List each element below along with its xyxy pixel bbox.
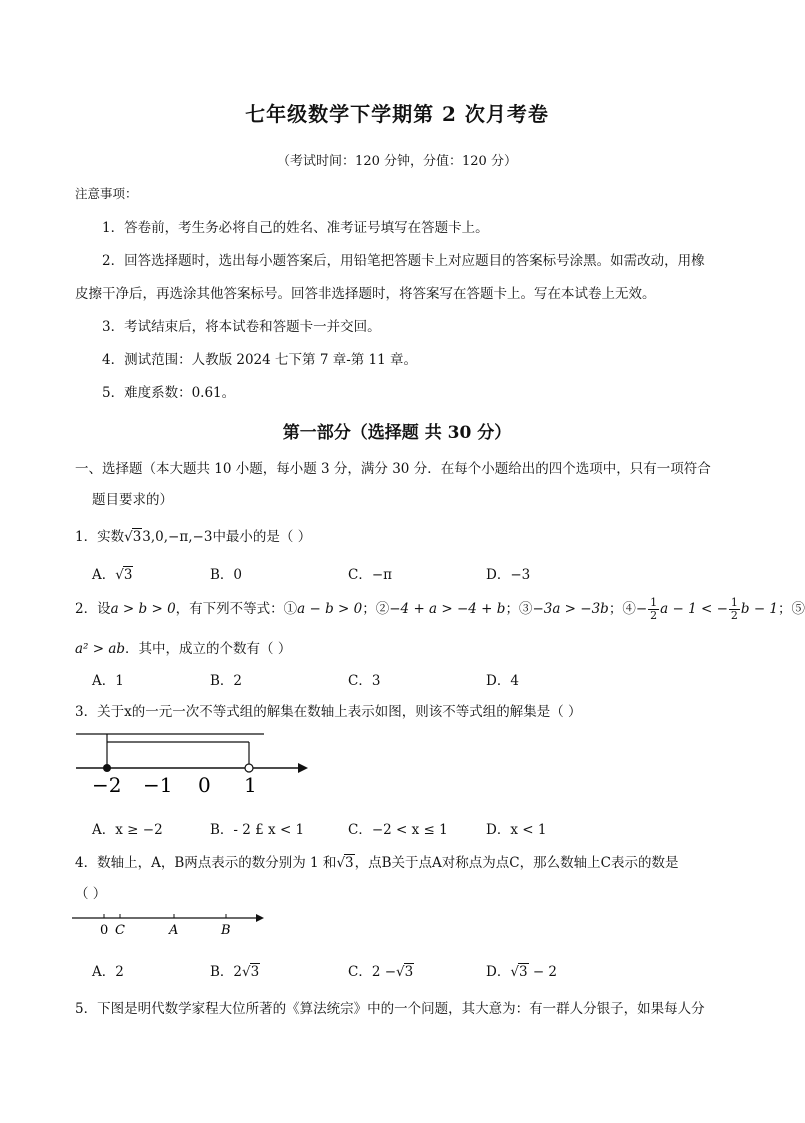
q1-option-d[interactable]: D．−3 [486, 567, 531, 583]
q4-option-c-label: C．2 − [348, 964, 397, 980]
q4-radicand: 3 [345, 855, 354, 871]
q2-inequality-3: −3a > −3b [532, 601, 609, 617]
sqrt-symbol: √3 [336, 855, 354, 871]
section-instruction-cont: 题目要求的） [92, 492, 173, 508]
q4-option-c[interactable] [348, 960, 414, 980]
sqrt-symbol: √3 [396, 964, 414, 980]
q2-inequality-2: −4 + a > −4 + b [389, 601, 506, 617]
q2-text: ；④ [608, 601, 636, 617]
note-item-5: 5．难度系数：0.61。 [102, 385, 236, 401]
axis-label-a: A [169, 923, 179, 938]
q4-option-d-radicand: 3 [518, 964, 528, 980]
q2-inequality-1: a − b > 0 [297, 601, 363, 617]
q2-option-c[interactable]: C．3 [348, 673, 381, 689]
q1-prefix: 1．实数 [75, 529, 125, 545]
q1-option-a[interactable] [92, 563, 133, 583]
q1-option-b[interactable]: B．0 [210, 567, 243, 583]
q2-text: ；⑤ [778, 601, 805, 617]
q1-option-c[interactable]: C．−π [348, 567, 393, 583]
q3-option-d[interactable]: D．x < 1 [486, 822, 547, 838]
question-4-stem-cont: （ ） [75, 886, 107, 902]
arrow-head-icon [298, 763, 308, 773]
q2-condition: a > b > 0 [110, 601, 176, 617]
q4-number-line-figure [70, 906, 270, 940]
question-1-stem [75, 525, 311, 545]
fraction-numerator: 1 [650, 596, 658, 609]
q2-option-b[interactable]: B．2 [210, 673, 243, 689]
q2-option-a[interactable]: A．1 [92, 673, 124, 689]
note-item-3: 3．考试结束后，将本试卷和答题卡一并交回。 [102, 319, 381, 335]
q4-option-a[interactable]: A．2 [92, 964, 124, 980]
q1-option-a-radicand: 3 [123, 567, 133, 583]
axis-label-0: 0 [100, 923, 109, 938]
axis-label-neg2: −2 [92, 773, 122, 797]
q2-text: ．其中，成立的个数有（ ） [125, 641, 292, 657]
fraction-denominator: 2 [730, 609, 738, 622]
q3-number-line-figure [70, 728, 310, 800]
note-item-2-cont: 皮擦干净后，再选涂其他答案标号。回答非选择题时，将答案写在答题卡上。写在本试卷上无效。 [75, 286, 656, 302]
exam-title: 七年级数学下学期第 2 次月考卷 [245, 102, 549, 126]
note-item-1: 1．答卷前，考生务必将自己的姓名、准考证号填写在答题卡上。 [102, 220, 489, 236]
closed-point-icon [103, 764, 111, 772]
q4-option-b[interactable] [210, 960, 260, 980]
sqrt-symbol: √3 [124, 529, 142, 545]
q1-suffix: 中最小的是（ ） [212, 529, 312, 545]
q2-inequality-5: a² > ab [75, 641, 126, 657]
q4-option-d-label: D． [486, 964, 511, 980]
fraction-denominator: 2 [650, 609, 658, 622]
q2-inequality-4-end: b − 1 [740, 601, 779, 617]
arrow-head-icon [256, 914, 264, 922]
question-2-stem [75, 597, 805, 622]
q3-option-a[interactable]: A．x ≥ −2 [92, 822, 163, 838]
q4-option-b-label: B．2 [210, 964, 243, 980]
axis-label-b: B [221, 923, 231, 938]
question-3-stem: 3．关于x的一元一次不等式组的解集在数轴上表示如图，则该不等式组的解集是（ ） [75, 704, 582, 720]
sqrt-symbol: √3 [115, 567, 133, 583]
q4-text: ，点B关于点A对称点为点C，那么数轴上C表示的数是 [354, 855, 679, 871]
q2-text: ；③ [505, 601, 533, 617]
q3-option-c[interactable]: C．−2 < x ≤ 1 [348, 822, 448, 838]
q4-option-b-radicand: 3 [250, 964, 260, 980]
question-5-stem: 5．下图是明代数学家程大位所著的《算法统宗》中的一个问题，其大意为：有一群人分银子，如果每人分 [75, 1001, 705, 1017]
q4-text: 4．数轴上，A，B两点表示的数分别为 1 和 [75, 855, 337, 871]
q2-option-d[interactable]: D．4 [486, 673, 519, 689]
q2-inequality-4-sign: − [635, 601, 648, 617]
q4-option-d-suffix: − 2 [528, 964, 558, 980]
axis-label-1: 1 [244, 773, 257, 797]
axis-label-c: C [115, 923, 125, 938]
axis-label-0: 0 [198, 773, 211, 797]
fraction-numerator: 1 [730, 596, 738, 609]
q4-option-c-radicand: 3 [404, 964, 414, 980]
q2-text: 2．设 [75, 601, 111, 617]
fraction-half [648, 597, 659, 622]
sqrt-symbol: √3 [510, 964, 528, 980]
section-title: 第一部分（选择题 共 30 分） [282, 423, 512, 443]
note-item-4: 4．测试范围：人教版 2024 七下第 7 章-第 11 章。 [102, 352, 418, 368]
q2-text: ；② [362, 601, 390, 617]
sqrt-symbol: √3 [242, 964, 260, 980]
q2-inequality-4-mid: a − 1 < − [660, 601, 728, 617]
axis-label-neg1: −1 [143, 773, 173, 797]
q1-list: 3,0,−π,−3 [142, 529, 213, 545]
q4-option-d[interactable] [486, 960, 557, 980]
notes-heading: 注意事项： [75, 186, 138, 201]
q3-option-b[interactable]: B．- 2 £ x < 1 [210, 822, 305, 838]
open-point-icon [245, 764, 253, 772]
fraction-half [729, 597, 740, 622]
q1-option-a-label: A． [92, 567, 116, 583]
q1-radicand: 3 [132, 529, 142, 545]
question-2-stem-cont [75, 637, 291, 657]
exam-duration-score: （考试时间：120 分钟，分值：120 分） [277, 154, 517, 169]
section-instruction: 一、选择题（本大题共 10 小题，每小题 3 分，满分 30 分．在每个小题给出的四个选项中，只有一项符合 [75, 461, 711, 477]
question-4-stem [75, 851, 678, 871]
q2-text: ，有下列不等式：① [175, 601, 298, 617]
note-item-2: 2．回答选择题时，选出每小题答案后，用铅笔把答题卡上对应题目的答案标号涂黑。如需改动，用橡 [102, 253, 705, 269]
